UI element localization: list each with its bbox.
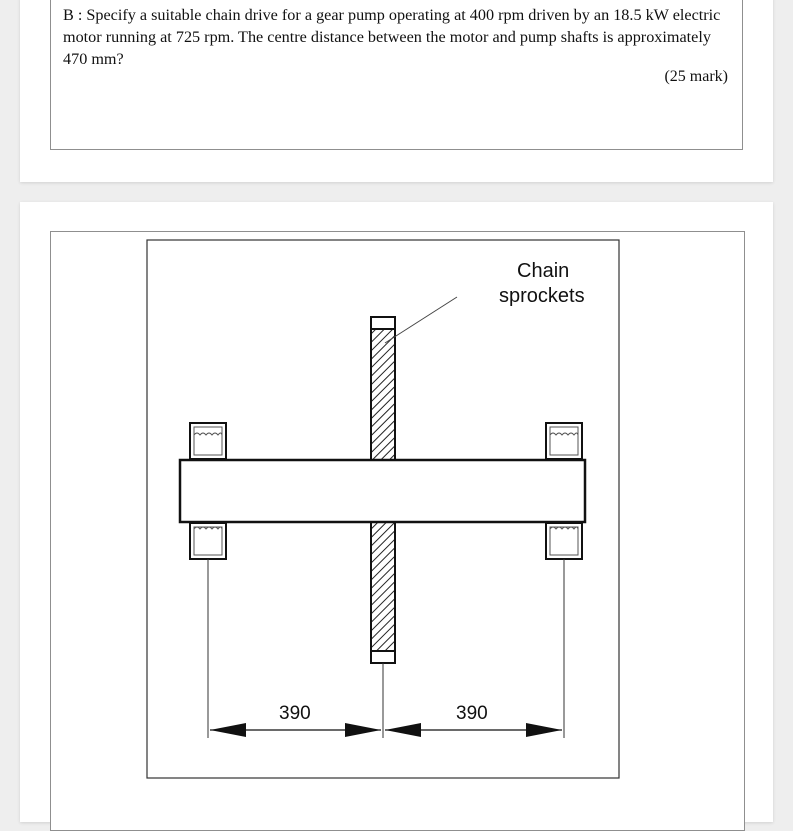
marks-label: (25 mark) xyxy=(664,68,728,85)
question-text: B : Specify a suitable chain drive for a gear pump operating at 400 rpm driven by an 18.5 kW electric motor running at 725 rpm. The centre distance between the motor and pump shafts is approximately 470 mm? xyxy=(63,6,721,68)
dimension-right xyxy=(385,723,562,737)
dimension-right-label: 390 xyxy=(456,703,488,724)
callout-label-line1: Chain xyxy=(517,260,570,282)
dimension-left-label: 390 xyxy=(279,703,311,724)
dimension-left xyxy=(210,723,381,737)
callout-label-line2: sprockets xyxy=(499,285,585,307)
shaft xyxy=(180,460,585,522)
